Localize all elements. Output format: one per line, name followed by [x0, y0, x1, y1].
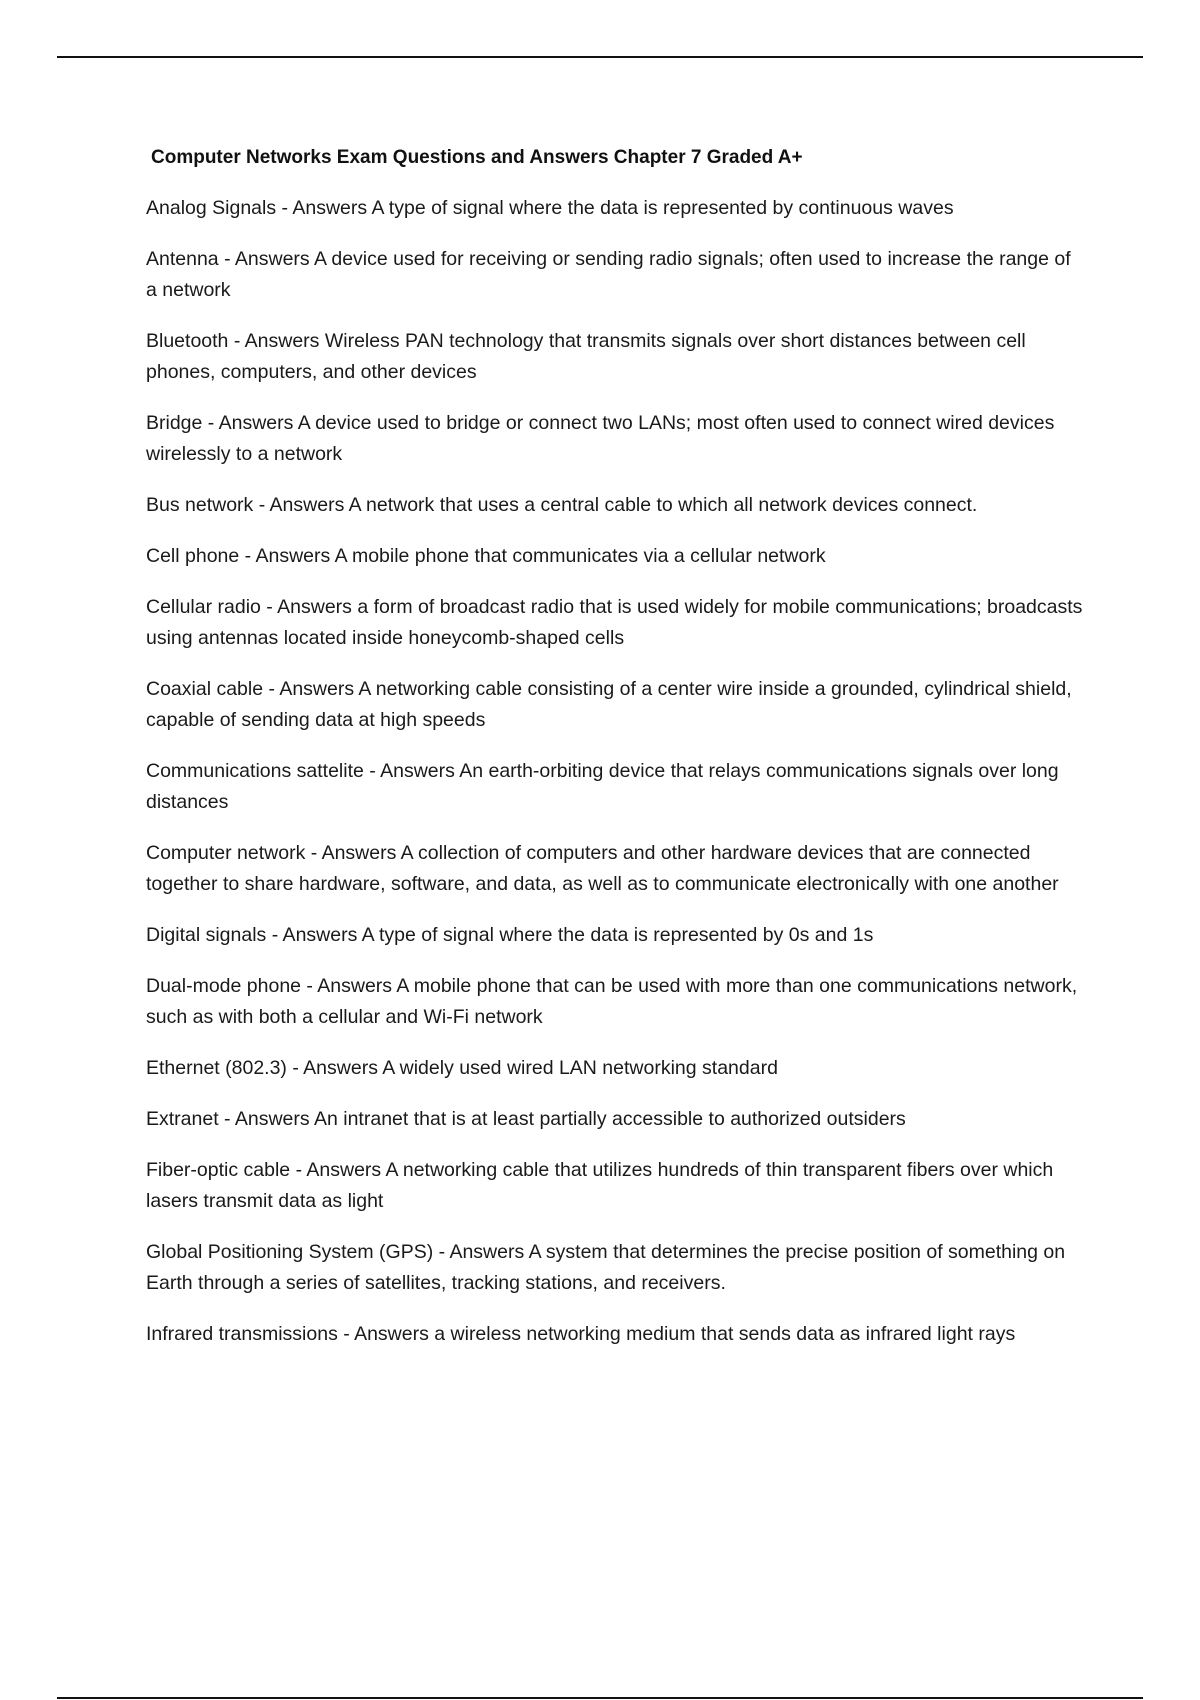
glossary-entry-infrared-transmissions: Infrared transmissions - Answers a wireless networking medium that sends data as infrared light rays [146, 1323, 1016, 1345]
glossary-entry-ethernet: Ethernet (802.3) - Answers A widely used wired LAN networking standard [146, 1057, 778, 1079]
glossary-list [146, 193, 1086, 1350]
glossary-entry-coaxial-cable: Coaxial cable - Answers A networking cable consisting of a center wire inside a grounded, cylindrical shield, capable of sending data at high speeds [146, 678, 1072, 731]
bottom-divider [57, 1697, 1143, 1699]
top-divider [57, 56, 1143, 58]
glossary-entry-cellular-radio: Cellular radio - Answers a form of broadcast radio that is used widely for mobile communications; broadcasts using antennas located inside honeycomb-shaped cells [146, 596, 1083, 649]
document-title: Computer Networks Exam Questions and Answers Chapter 7 Graded A+ [151, 147, 803, 168]
glossary-entry-gps: Global Positioning System (GPS) - Answers A system that determines the precise position of something on Earth through a series of satellites, tracking stations, and receivers. [146, 1241, 1066, 1294]
glossary-entry-cell-phone: Cell phone - Answers A mobile phone that communicates via a cellular network [146, 545, 826, 567]
glossary-entry-digital-signals: Digital signals - Answers A type of signal where the data is represented by 0s and 1s [146, 924, 874, 946]
glossary-entry-bluetooth: Bluetooth - Answers Wireless PAN technology that transmits signals over short distances between cell phones, computers, and other devices [146, 330, 1026, 383]
glossary-entry-analog-signals: Analog Signals - Answers A type of signal where the data is represented by continuous waves [146, 197, 954, 219]
glossary-entry-bus-network: Bus network - Answers A network that uses a central cable to which all network devices connect. [146, 494, 978, 516]
glossary-entry-extranet: Extranet - Answers An intranet that is at least partially accessible to authorized outsiders [146, 1108, 906, 1130]
glossary-entry-bridge: Bridge - Answers A device used to bridge or connect two LANs; most often used to connect wired devices wirelessly to a network [146, 412, 1055, 465]
document-body [146, 145, 1086, 1370]
glossary-entry-communications-satellite: Communications sattelite - Answers An earth-orbiting device that relays communications signals over long distances [146, 760, 1059, 813]
glossary-entry-dual-mode-phone: Dual-mode phone - Answers A mobile phone that can be used with more than one communications network, such as with both a cellular and Wi-Fi network [146, 975, 1078, 1028]
glossary-entry-antenna: Antenna - Answers A device used for receiving or sending radio signals; often used to increase the range of a network [146, 248, 1071, 301]
glossary-entry-computer-network: Computer network - Answers A collection of computers and other hardware devices that are connected together to share hardware, software, and data, as well as to communicate electronically with one another [146, 842, 1059, 895]
glossary-entry-fiber-optic-cable: Fiber-optic cable - Answers A networking cable that utilizes hundreds of thin transparent fibers over which lasers transmit data as light [146, 1159, 1054, 1212]
